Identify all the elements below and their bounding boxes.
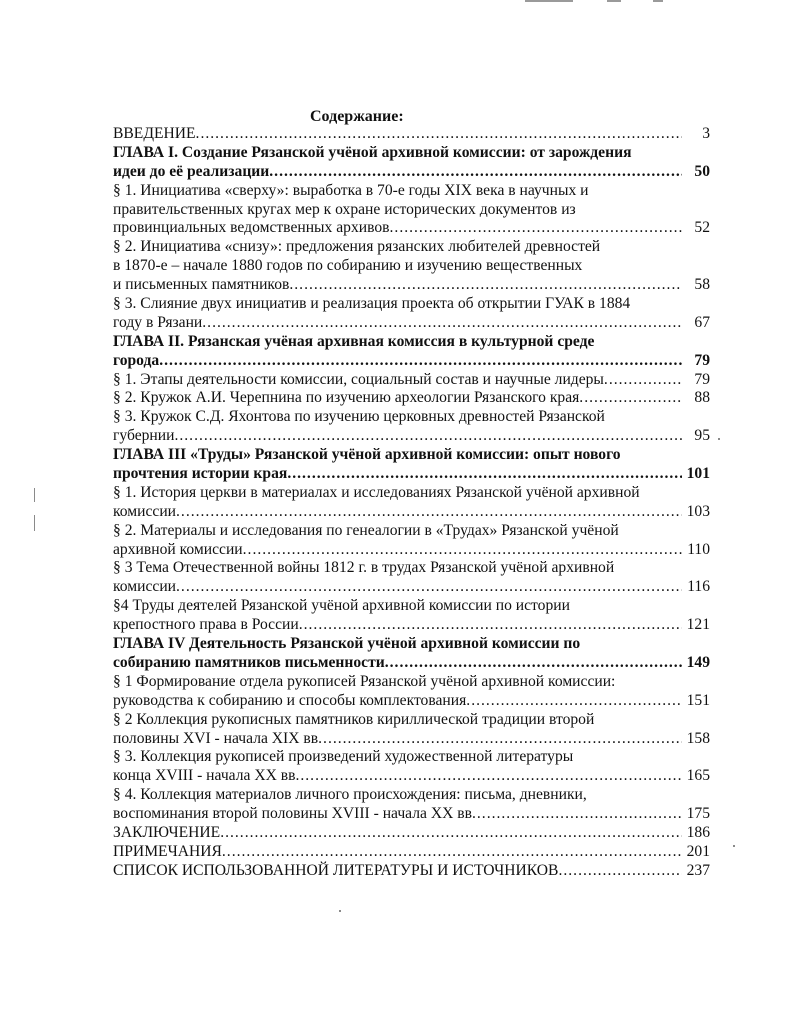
dot-leader (287, 465, 682, 484)
toc-entry-text: руководства к собиранию и способы комплектования (113, 691, 467, 709)
toc-page-number: 116 (687, 578, 710, 596)
toc-entry-text: § 2. Материалы и исследования по генеалогии в «Трудах» Рязанской учёной (113, 521, 619, 539)
toc-entry-row (113, 503, 710, 522)
toc-entry-text: §4 Труды деятелей Рязанской учёной архивной комиссии по истории (113, 597, 570, 615)
toc-entry-text: ВВЕДЕНИЕ (113, 125, 196, 142)
toc-entry-text: § 3. Коллекция рукописей произведений художественной литературы (113, 748, 574, 766)
toc-entry (113, 408, 710, 446)
toc-entry (113, 484, 710, 522)
toc-entry-text: § 3 Тема Отечественной войны 1812 г. в трудах Рязанской учёной архивной (113, 559, 615, 577)
dot-leader (466, 692, 682, 711)
toc-entry-row (113, 389, 710, 408)
scan-speck (339, 910, 341, 912)
dot-leader (243, 541, 682, 560)
toc-entry-row (113, 862, 710, 881)
toc-entry (113, 522, 710, 560)
toc-page-number: 121 (686, 616, 710, 634)
toc-entry-text: ЗАКЛЮЧЕНИЕ (113, 823, 221, 841)
toc-entry-text: § 1. Инициатива «сверху»: выработка в 70-е годы XIX века в научных и (113, 181, 589, 199)
toc-page-number: 58 (694, 276, 710, 294)
scan-speck (34, 488, 35, 502)
toc-entry-row (113, 805, 710, 824)
toc-entry-text: в 1870-е – начале 1880 годов по собиранию и изучению вещественных (113, 257, 583, 275)
toc-page-number: 79 (694, 351, 710, 369)
toc-entry (113, 786, 710, 824)
toc-entry-text: § 4. Коллекция материалов личного происхождения: письма, дневники, (113, 786, 587, 804)
toc-entry-text: комиссии (113, 502, 177, 520)
toc-page-number: 151 (686, 691, 710, 709)
toc-entry (113, 125, 710, 144)
toc-entry-row (113, 730, 710, 749)
toc-entry (113, 843, 710, 862)
toc-page-number: 165 (686, 767, 710, 785)
dot-leader (558, 862, 682, 881)
toc-entry-row (113, 219, 710, 238)
toc-entry-text: СПИСОК ИСПОЛЬЗОВАННОЙ ЛИТЕРАТУРЫ И ИСТОЧНИКОВ (113, 861, 559, 879)
toc-entry-text: § 1 Формирование отдела рукописей Рязанской учёной архивной комиссии: (113, 672, 616, 690)
toc-entry-row (113, 163, 710, 182)
dot-leader (604, 371, 682, 390)
toc-entry-text: провинциальных ведомственных архивов (113, 219, 390, 237)
dot-leader (196, 125, 682, 144)
toc-entry (113, 862, 710, 881)
toc-page-number: 201 (686, 842, 710, 860)
toc-entry-text: году в Рязани (113, 313, 203, 331)
dot-leader (269, 163, 682, 182)
toc-entry (113, 748, 710, 786)
dot-leader (220, 824, 682, 843)
dot-leader (385, 654, 682, 673)
toc-page-number: 158 (686, 729, 710, 747)
toc-entry-row (113, 352, 710, 371)
toc-entry-text: правительственных кругах мер к охране исторических документов из (113, 200, 576, 218)
dot-leader (318, 730, 682, 749)
toc-entry-text: архивной комиссии (113, 540, 243, 558)
toc-entry-text: и письменных памятников (113, 276, 290, 294)
toc-entry-row (113, 541, 710, 560)
toc-entry-text: § 2 Коллекция рукописных памятников кириллической традиции второй (113, 710, 595, 728)
toc-page-number: 95 (694, 427, 710, 445)
toc-entry-text: ГЛАВА IV Деятельность Рязанской учёной архивной комиссии по (113, 635, 581, 653)
toc-entry (113, 559, 710, 597)
toc-page-number: 149 (686, 653, 710, 671)
dot-leader (579, 389, 682, 408)
toc-page-number: 186 (686, 823, 710, 841)
toc-entry-text: конца XVIII - начала XX вв (113, 767, 296, 785)
dot-leader (176, 503, 682, 522)
dot-leader (295, 767, 682, 786)
toc-title: Содержание: (310, 108, 404, 125)
toc-entry-row (113, 465, 710, 484)
toc-entry-text: воспоминания второй половины XVIII - начала XX вв (113, 805, 472, 823)
toc-entry-row (113, 824, 710, 843)
table-of-contents (113, 125, 710, 881)
toc-page-number: 52 (694, 219, 710, 237)
toc-entry-row (113, 371, 710, 390)
toc-entry (113, 238, 710, 295)
toc-page-number: 101 (686, 465, 710, 483)
dot-leader (222, 843, 682, 862)
toc-entry (113, 333, 710, 371)
toc-entry (113, 597, 710, 635)
toc-entry-text: крепостного права в России (113, 616, 299, 634)
toc-entry-text: § 3. Кружок С.Д. Яхонтова по изучению церковных древностей Рязанской (113, 408, 605, 426)
toc-entry (113, 389, 710, 408)
toc-entry-text: § 1. Этапы деятельности комиссии, социальный состав и научные лидеры (113, 370, 604, 388)
toc-entry-row (113, 692, 710, 711)
toc-page-number: 67 (694, 313, 710, 331)
scan-mark (653, 0, 663, 2)
dot-leader (472, 805, 682, 824)
toc-page-number: 50 (694, 162, 710, 180)
toc-entry-text: § 2. Кружок А.И. Черепнина по изучению археологии Рязанского края (113, 389, 580, 407)
toc-page-number: 103 (686, 502, 710, 520)
toc-entry-text: ГЛАВА III «Труды» Рязанской учёной архивной комиссии: опыт нового (113, 446, 621, 464)
toc-entry-text: города (113, 351, 160, 369)
dot-leader (299, 616, 682, 635)
toc-entry-row (113, 427, 710, 446)
scan-speck (733, 845, 735, 847)
toc-entry (113, 824, 710, 843)
toc-entry-text: ГЛАВА II. Рязанская учёная архивная комиссия в культурной среде (113, 332, 595, 350)
toc-entry (113, 635, 710, 673)
toc-entry-row (113, 276, 710, 295)
toc-entry-row (113, 654, 710, 673)
toc-entry-row (113, 314, 710, 333)
toc-entry (113, 295, 710, 333)
dot-leader (289, 276, 682, 295)
dot-leader (202, 314, 682, 333)
toc-entry (113, 446, 710, 484)
toc-entry (113, 182, 710, 239)
toc-entry-text: половины XVI - начала XIX вв (113, 729, 319, 747)
toc-entry-text: собиранию памятников письменности (113, 653, 385, 671)
toc-entry (113, 673, 710, 711)
dot-leader (159, 352, 682, 371)
toc-page-number: 88 (694, 389, 710, 407)
toc-entry-row (113, 616, 710, 635)
toc-page-number: 3 (702, 125, 710, 142)
toc-entry (113, 371, 710, 390)
toc-page-number: 110 (687, 540, 710, 558)
toc-entry (113, 711, 710, 749)
scan-mark (525, 0, 573, 2)
toc-entry-row (113, 578, 710, 597)
toc-entry-text: прочтения истории края (113, 465, 288, 483)
toc-entry-row (113, 843, 710, 862)
dot-leader (174, 427, 682, 446)
toc-page-number: 79 (694, 370, 710, 388)
toc-entry-text: комиссии (113, 578, 177, 596)
toc-entry-row (113, 767, 710, 786)
toc-entry (113, 144, 710, 182)
toc-entry-row (113, 125, 710, 144)
toc-entry-text: ГЛАВА I. Создание Рязанской учёной архивной комиссии: от зарождения (113, 143, 632, 161)
toc-entry-text: идеи до её реализации (113, 162, 270, 180)
scan-mark (607, 0, 621, 2)
toc-entry-text: § 1. История церкви в материалах и исследованиях Рязанской учёной архивной (113, 483, 640, 501)
toc-entry-text: § 3. Слияние двух инициатив и реализация проекта об открытии ГУАК в 1884 (113, 295, 631, 313)
toc-entry-text: ПРИМЕЧАНИЯ (113, 842, 222, 860)
toc-entry-text: § 2. Инициатива «снизу»: предложения рязанских любителей древностей (113, 238, 601, 256)
dot-leader (176, 578, 682, 597)
toc-page-number: 237 (686, 861, 710, 879)
dot-leader (390, 219, 682, 238)
scan-speck (718, 438, 720, 440)
toc-page-number: 175 (686, 805, 710, 823)
scan-speck (34, 515, 35, 531)
toc-entry-text: губернии (113, 427, 175, 445)
